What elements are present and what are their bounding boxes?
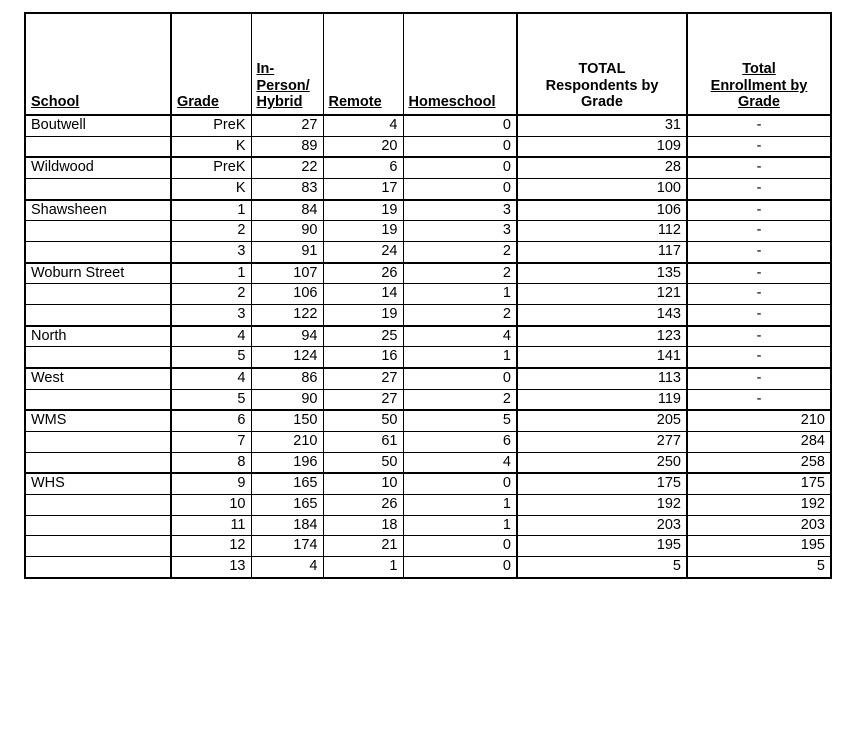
cell-total-enrollment: - <box>687 179 831 200</box>
cell-school <box>25 515 171 536</box>
cell-total-enrollment: 203 <box>687 515 831 536</box>
enrollment-survey-table <box>24 12 832 579</box>
cell-remote: 17 <box>323 179 403 200</box>
cell-school: North <box>25 326 171 347</box>
cell-total-respondents: 112 <box>517 221 687 242</box>
cell-school: Boutwell <box>25 115 171 136</box>
cell-remote: 26 <box>323 263 403 284</box>
column-header-total-respondents <box>517 13 687 115</box>
column-header-enroll-line1: Total <box>742 60 776 77</box>
cell-in-person-hybrid: 86 <box>251 368 323 389</box>
cell-school <box>25 221 171 242</box>
cell-in-person-hybrid: 89 <box>251 136 323 157</box>
cell-grade: 2 <box>171 221 251 242</box>
cell-homeschool: 0 <box>403 136 517 157</box>
cell-grade: 1 <box>171 200 251 221</box>
cell-school: Shawsheen <box>25 200 171 221</box>
cell-total-respondents: 203 <box>517 515 687 536</box>
cell-remote: 27 <box>323 389 403 410</box>
cell-in-person-hybrid: 4 <box>251 557 323 578</box>
cell-homeschool: 0 <box>403 115 517 136</box>
cell-homeschool: 2 <box>403 263 517 284</box>
cell-school <box>25 536 171 557</box>
cell-remote: 16 <box>323 347 403 368</box>
table-row <box>25 515 831 536</box>
cell-grade: 4 <box>171 368 251 389</box>
cell-grade: 3 <box>171 305 251 326</box>
cell-remote: 18 <box>323 515 403 536</box>
cell-grade: 7 <box>171 432 251 453</box>
cell-in-person-hybrid: 94 <box>251 326 323 347</box>
table-row <box>25 410 831 431</box>
table-row <box>25 221 831 242</box>
cell-grade: 5 <box>171 347 251 368</box>
cell-remote: 19 <box>323 305 403 326</box>
cell-total-respondents: 31 <box>517 115 687 136</box>
cell-remote: 25 <box>323 326 403 347</box>
table-row <box>25 263 831 284</box>
table-row <box>25 157 831 178</box>
column-header-in-person-line1: In- <box>256 60 275 77</box>
cell-total-enrollment: - <box>687 242 831 263</box>
cell-school <box>25 136 171 157</box>
column-header-enroll-line2: Enrollment by <box>710 77 808 94</box>
cell-school: Woburn Street <box>25 263 171 284</box>
cell-total-respondents: 100 <box>517 179 687 200</box>
cell-school <box>25 347 171 368</box>
cell-grade: 4 <box>171 326 251 347</box>
cell-total-enrollment: - <box>687 200 831 221</box>
cell-remote: 19 <box>323 200 403 221</box>
cell-in-person-hybrid: 22 <box>251 157 323 178</box>
table-row <box>25 536 831 557</box>
cell-in-person-hybrid: 27 <box>251 115 323 136</box>
cell-total-enrollment: 192 <box>687 495 831 516</box>
cell-total-respondents: 192 <box>517 495 687 516</box>
cell-total-respondents: 175 <box>517 473 687 494</box>
cell-remote: 50 <box>323 410 403 431</box>
cell-grade: PreK <box>171 115 251 136</box>
table-body <box>25 115 831 578</box>
cell-homeschool: 0 <box>403 179 517 200</box>
cell-grade: 2 <box>171 284 251 305</box>
cell-homeschool: 4 <box>403 452 517 473</box>
table-row <box>25 305 831 326</box>
cell-remote: 20 <box>323 136 403 157</box>
cell-total-enrollment: - <box>687 347 831 368</box>
table-row <box>25 389 831 410</box>
column-header-school-label: School <box>31 94 80 111</box>
cell-in-person-hybrid: 122 <box>251 305 323 326</box>
cell-homeschool: 1 <box>403 495 517 516</box>
cell-total-respondents: 106 <box>517 200 687 221</box>
table-row <box>25 242 831 263</box>
cell-total-enrollment: - <box>687 284 831 305</box>
cell-total-enrollment: - <box>687 157 831 178</box>
cell-homeschool: 3 <box>403 200 517 221</box>
cell-grade: 8 <box>171 452 251 473</box>
cell-total-respondents: 109 <box>517 136 687 157</box>
cell-homeschool: 0 <box>403 157 517 178</box>
cell-in-person-hybrid: 174 <box>251 536 323 557</box>
cell-grade: PreK <box>171 157 251 178</box>
cell-total-respondents: 5 <box>517 557 687 578</box>
cell-school <box>25 242 171 263</box>
cell-in-person-hybrid: 90 <box>251 389 323 410</box>
cell-grade: 10 <box>171 495 251 516</box>
cell-homeschool: 1 <box>403 347 517 368</box>
cell-remote: 26 <box>323 495 403 516</box>
column-header-remote-label: Remote <box>328 94 382 111</box>
column-header-enroll-line3: Grade <box>738 94 780 111</box>
cell-total-enrollment: 210 <box>687 410 831 431</box>
table-row <box>25 557 831 578</box>
cell-total-enrollment: - <box>687 368 831 389</box>
cell-homeschool: 6 <box>403 432 517 453</box>
cell-homeschool: 2 <box>403 389 517 410</box>
cell-total-respondents: 28 <box>517 157 687 178</box>
cell-school <box>25 389 171 410</box>
cell-in-person-hybrid: 107 <box>251 263 323 284</box>
cell-school <box>25 284 171 305</box>
cell-total-respondents: 113 <box>517 368 687 389</box>
cell-school: WMS <box>25 410 171 431</box>
table-row <box>25 179 831 200</box>
cell-school: West <box>25 368 171 389</box>
table-row <box>25 473 831 494</box>
cell-homeschool: 1 <box>403 515 517 536</box>
cell-total-enrollment: - <box>687 305 831 326</box>
cell-homeschool: 2 <box>403 305 517 326</box>
cell-homeschool: 3 <box>403 221 517 242</box>
column-header-total-line2: Respondents by <box>545 77 659 94</box>
cell-in-person-hybrid: 196 <box>251 452 323 473</box>
cell-homeschool: 5 <box>403 410 517 431</box>
table-row <box>25 326 831 347</box>
cell-grade: K <box>171 136 251 157</box>
cell-homeschool: 0 <box>403 473 517 494</box>
cell-total-respondents: 123 <box>517 326 687 347</box>
cell-in-person-hybrid: 184 <box>251 515 323 536</box>
cell-total-enrollment: - <box>687 389 831 410</box>
cell-in-person-hybrid: 124 <box>251 347 323 368</box>
cell-grade: 11 <box>171 515 251 536</box>
cell-grade: 1 <box>171 263 251 284</box>
cell-remote: 19 <box>323 221 403 242</box>
cell-grade: K <box>171 179 251 200</box>
cell-in-person-hybrid: 91 <box>251 242 323 263</box>
cell-school <box>25 179 171 200</box>
cell-total-respondents: 250 <box>517 452 687 473</box>
cell-grade: 9 <box>171 473 251 494</box>
table-row <box>25 200 831 221</box>
cell-total-respondents: 195 <box>517 536 687 557</box>
cell-remote: 21 <box>323 536 403 557</box>
cell-total-respondents: 117 <box>517 242 687 263</box>
cell-total-enrollment: 195 <box>687 536 831 557</box>
column-header-total-enrollment <box>687 13 831 115</box>
cell-school: WHS <box>25 473 171 494</box>
cell-remote: 6 <box>323 157 403 178</box>
cell-school <box>25 305 171 326</box>
cell-homeschool: 1 <box>403 284 517 305</box>
cell-total-enrollment: - <box>687 221 831 242</box>
cell-grade: 12 <box>171 536 251 557</box>
column-header-in-person-hybrid <box>251 13 323 115</box>
table-row <box>25 495 831 516</box>
cell-homeschool: 0 <box>403 557 517 578</box>
cell-homeschool: 0 <box>403 536 517 557</box>
cell-remote: 14 <box>323 284 403 305</box>
cell-grade: 3 <box>171 242 251 263</box>
column-header-total-line1: TOTAL <box>578 60 626 77</box>
cell-total-respondents: 277 <box>517 432 687 453</box>
cell-remote: 50 <box>323 452 403 473</box>
cell-in-person-hybrid: 106 <box>251 284 323 305</box>
column-header-grade-label: Grade <box>177 94 219 111</box>
column-header-in-person-line3: Hybrid <box>256 94 303 111</box>
cell-in-person-hybrid: 90 <box>251 221 323 242</box>
cell-school <box>25 452 171 473</box>
cell-total-respondents: 141 <box>517 347 687 368</box>
table-row <box>25 347 831 368</box>
cell-grade: 6 <box>171 410 251 431</box>
table-header-row <box>25 13 831 115</box>
cell-total-enrollment: 5 <box>687 557 831 578</box>
cell-grade: 5 <box>171 389 251 410</box>
cell-remote: 1 <box>323 557 403 578</box>
cell-remote: 4 <box>323 115 403 136</box>
column-header-grade <box>171 13 251 115</box>
cell-homeschool: 4 <box>403 326 517 347</box>
cell-grade: 13 <box>171 557 251 578</box>
table-row <box>25 368 831 389</box>
column-header-homeschool-label: Homeschool <box>408 94 496 111</box>
column-header-remote <box>323 13 403 115</box>
cell-homeschool: 2 <box>403 242 517 263</box>
cell-in-person-hybrid: 165 <box>251 495 323 516</box>
table-row <box>25 115 831 136</box>
cell-total-enrollment: - <box>687 263 831 284</box>
cell-in-person-hybrid: 150 <box>251 410 323 431</box>
cell-in-person-hybrid: 210 <box>251 432 323 453</box>
cell-remote: 27 <box>323 368 403 389</box>
cell-school <box>25 432 171 453</box>
cell-total-respondents: 121 <box>517 284 687 305</box>
column-header-homeschool <box>403 13 517 115</box>
cell-homeschool: 0 <box>403 368 517 389</box>
table-row <box>25 284 831 305</box>
cell-total-respondents: 205 <box>517 410 687 431</box>
cell-school <box>25 495 171 516</box>
cell-total-enrollment: 175 <box>687 473 831 494</box>
cell-total-enrollment: - <box>687 326 831 347</box>
cell-total-enrollment: - <box>687 115 831 136</box>
cell-in-person-hybrid: 83 <box>251 179 323 200</box>
cell-school <box>25 557 171 578</box>
cell-in-person-hybrid: 165 <box>251 473 323 494</box>
table-row <box>25 136 831 157</box>
cell-remote: 10 <box>323 473 403 494</box>
cell-total-enrollment: 258 <box>687 452 831 473</box>
cell-total-respondents: 143 <box>517 305 687 326</box>
table-header <box>25 13 831 115</box>
column-header-total-line3: Grade <box>581 94 623 111</box>
cell-school: Wildwood <box>25 157 171 178</box>
cell-remote: 61 <box>323 432 403 453</box>
cell-total-respondents: 119 <box>517 389 687 410</box>
cell-remote: 24 <box>323 242 403 263</box>
cell-total-enrollment: - <box>687 136 831 157</box>
column-header-school <box>25 13 171 115</box>
table-row <box>25 432 831 453</box>
cell-total-respondents: 135 <box>517 263 687 284</box>
column-header-in-person-line2: Person/ <box>256 77 310 94</box>
cell-total-enrollment: 284 <box>687 432 831 453</box>
table-row <box>25 452 831 473</box>
cell-in-person-hybrid: 84 <box>251 200 323 221</box>
